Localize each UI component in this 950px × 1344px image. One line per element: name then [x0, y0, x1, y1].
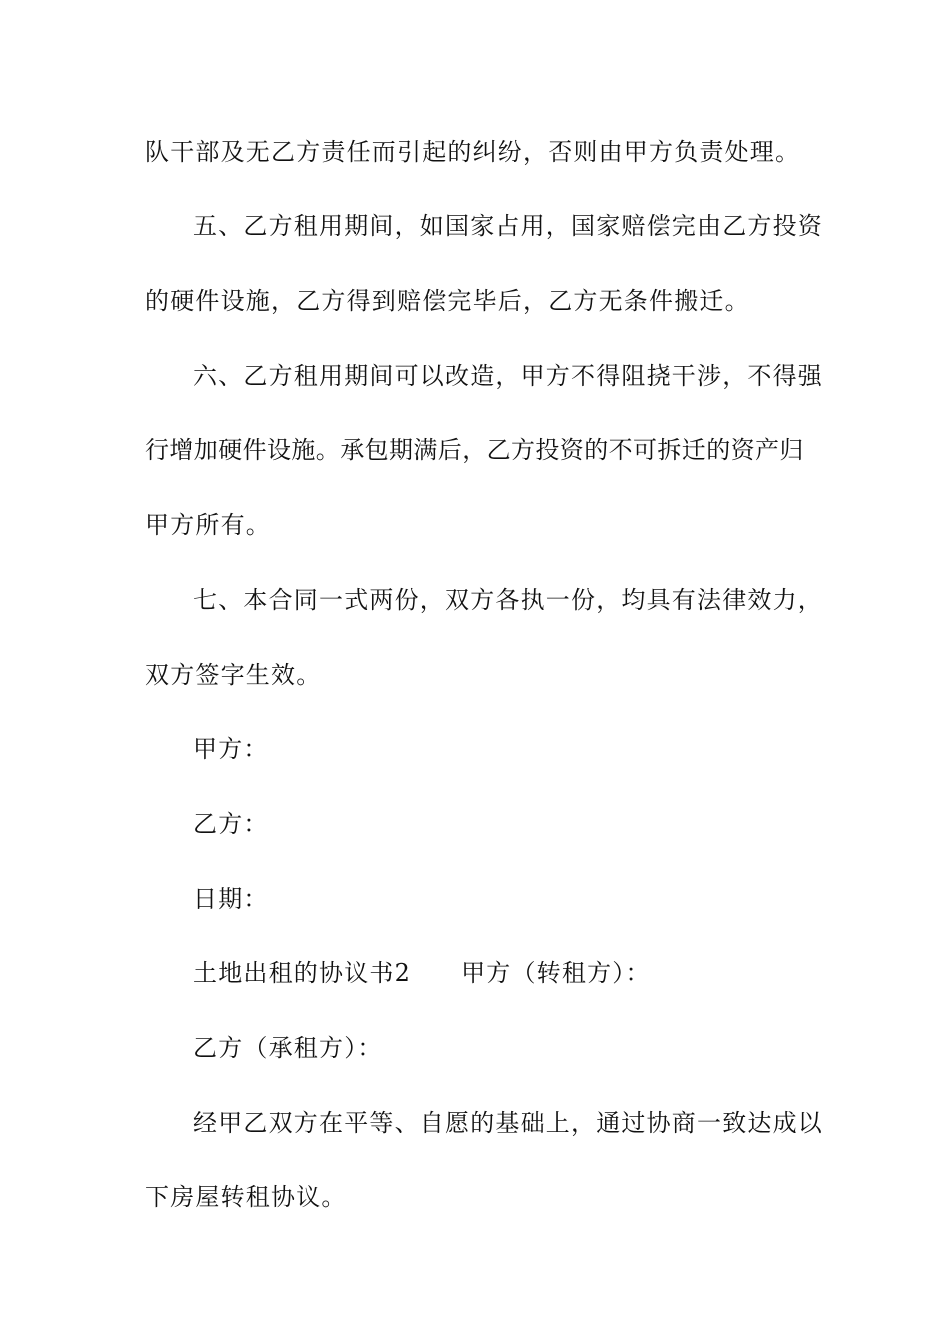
- party-b-signature-label: 乙方：: [193, 810, 269, 838]
- party-a-signature-label: 甲方：: [193, 735, 269, 763]
- agreement-title: 土地出租的协议书2: [193, 959, 412, 987]
- second-agreement-heading-line: [193, 957, 863, 989]
- preamble-line-1: 经甲乙双方在平等、自愿的基础上，通过协商一致达成以: [193, 1109, 823, 1137]
- preamble-line-2: 下房屋转租协议。: [145, 1183, 347, 1211]
- paragraph-line: 队干部及无乙方责任而引起的纠纷，否则由甲方负责处理。: [145, 138, 801, 166]
- party-b-lessee-label: 乙方（承租方）：: [193, 1034, 383, 1062]
- date-label: 日期：: [193, 885, 269, 913]
- clause-six-line-3: 甲方所有。: [145, 511, 271, 539]
- party-a-sublessor-label: 甲方（转租方）：: [461, 959, 651, 987]
- clause-six-line-2: 行增加硬件设施。承包期满后，乙方投资的不可拆迁的资产归: [145, 436, 804, 464]
- clause-five-line-1: 五、乙方租用期间，如国家占用，国家赔偿完由乙方投资: [193, 212, 823, 240]
- clause-six-line-1: 六、乙方租用期间可以改造，甲方不得阻挠干涉，不得强: [193, 362, 823, 390]
- clause-five-line-2: 的硬件设施，乙方得到赔偿完毕后，乙方无条件搬迁。: [145, 287, 750, 315]
- clause-seven-line-2: 双方签字生效。: [145, 661, 322, 689]
- clause-seven-line-1: 七、本合同一式两份，双方各执一份，均具有法律效力，: [193, 586, 823, 614]
